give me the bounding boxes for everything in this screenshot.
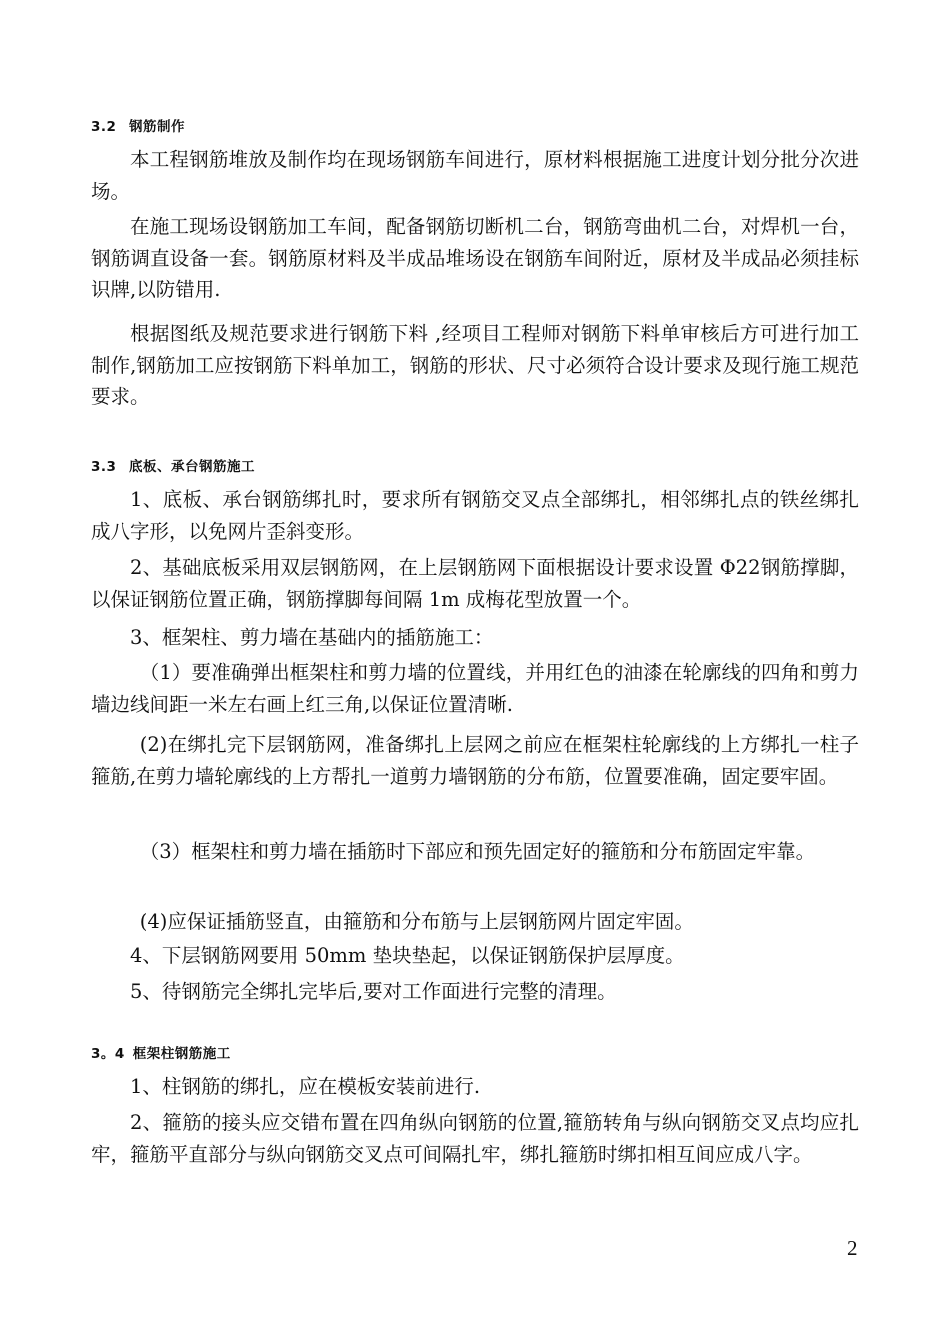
paragraph: 5、待钢筋完全绑扎完毕后,要对工作面进行完整的清理。 <box>130 980 617 1003</box>
paragraph: （1）要准确弹出框架柱和剪力墙的位置线，并用红色的油漆在轮廓线的四角和剪力墙边线间距一米左右画上红三角,以保证位置清晰. <box>91 661 859 716</box>
section-title: 底板、承台钢筋施工 <box>129 459 255 475</box>
page-number: 2 <box>847 1236 858 1260</box>
section-title: 框架柱钢筋施工 <box>132 1046 231 1062</box>
paragraph: 1、柱钢筋的绑扎，应在模板安装前进行. <box>130 1075 481 1098</box>
paragraph: 在施工现场设钢筋加工车间，配备钢筋切断机二台，钢筋弯曲机二台，对焊机一台，钢筋调直设备一套。钢筋原材料及半成品堆场设在钢筋车间附近，原材及半成品必须挂标识牌,以防错用. <box>91 215 859 301</box>
paragraph: 2、基础底板采用双层钢筋网，在上层钢筋网下面根据设计要求设置 Φ22钢筋撑脚，以保证钢筋位置正确，钢筋撑脚每间隔 1m 成梅花型放置一个。 <box>91 556 859 611</box>
paragraph: (4)应保证插筋竖直，由箍筋和分布筋与上层钢筋网片固定牢固。 <box>139 910 694 933</box>
section-number: 3。4 <box>91 1046 125 1062</box>
section-number: 3.2 <box>91 119 117 135</box>
paragraph: 1、底板、承台钢筋绑扎时，要求所有钢筋交叉点全部绑扎，相邻绑扎点的铁丝绑扎成八字形，以免网片歪斜变形。 <box>91 488 859 543</box>
paragraph: (2)在绑扎完下层钢筋网，准备绑扎上层网之前应在框架柱轮廓线的上方绑扎一柱子箍筋,在剪力墙轮廓线的上方帮扎一道剪力墙钢筋的分布筋，位置要准确，固定要牢固。 <box>91 733 859 788</box>
paragraph: 3、框架柱、剪力墙在基础内的插筋施工： <box>130 626 494 649</box>
section-heading-3-4 <box>91 1042 231 1062</box>
section-heading-3-2 <box>91 115 185 135</box>
section-number: 3.3 <box>91 459 117 475</box>
paragraph: 本工程钢筋堆放及制作均在现场钢筋车间进行，原材料根据施工进度计划分批分次进场。 <box>91 148 859 203</box>
section-heading-3-3 <box>91 455 255 475</box>
section-title: 钢筋制作 <box>129 119 185 135</box>
paragraph: （3）框架柱和剪力墙在插筋时下部应和预先固定好的箍筋和分布筋固定牢靠。 <box>139 840 816 863</box>
paragraph: 根据图纸及规范要求进行钢筋下料 ,经项目工程师对钢筋下料单审核后方可进行加工制作,钢筋加工应按钢筋下料单加工，钢筋的形状、尺寸必须符合设计要求及现行施工规范要求。 <box>91 322 859 408</box>
paragraph: 4、下层钢筋网要用 50mm 垫块垫起，以保证钢筋保护层厚度。 <box>130 944 685 967</box>
document-page <box>91 0 859 1344</box>
paragraph: 2、箍筋的接头应交错布置在四角纵向钢筋的位置,箍筋转角与纵向钢筋交叉点均应扎牢，箍筋平直部分与纵向钢筋交叉点可间隔扎牢，绑扎箍筋时绑扣相互间应成八字。 <box>91 1111 859 1166</box>
